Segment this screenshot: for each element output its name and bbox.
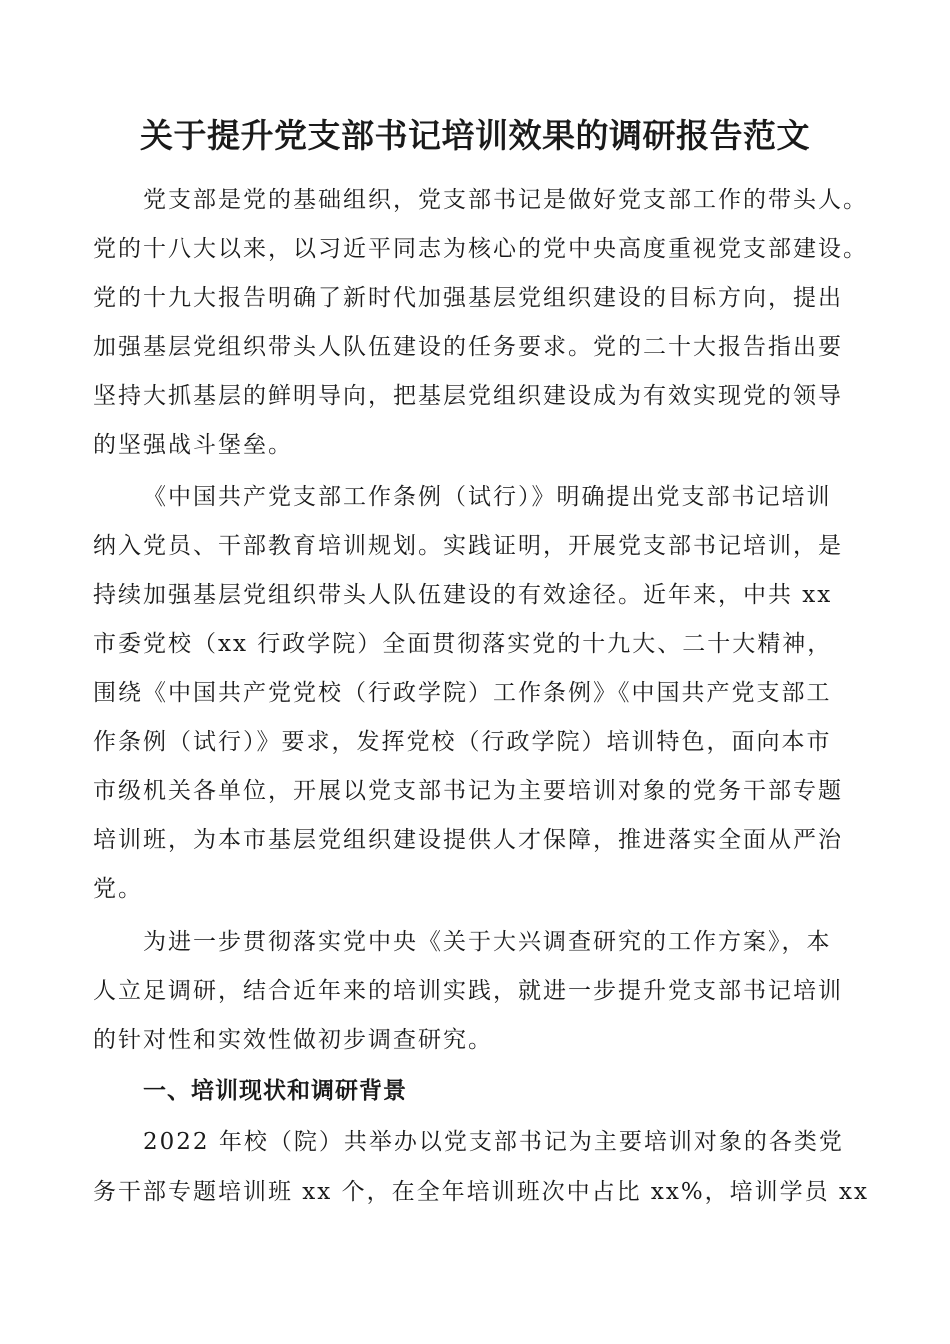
paragraph-1-line-1: 党支部是党的基础组织，党支部书记是做好党支部工作的带头人。 — [143, 187, 868, 213]
document-title: 关于提升党支部书记培训效果的调研报告范文 — [140, 116, 810, 155]
paragraph-3-line-1: 为进一步贯彻落实党中央《关于大兴调查研究的工作方案》，本 — [143, 929, 832, 955]
paragraph-1-line-5: 坚持大抓基层的鲜明导向，把基层党组织建设成为有效实现党的领导 — [93, 383, 843, 409]
paragraph-1-line-6: 的坚强战斗堡垒。 — [93, 432, 293, 458]
paragraph-2-line-2: 纳入党员、干部教育培训规划。实践证明，开展党支部书记培训，是 — [93, 533, 843, 559]
paragraph-2-line-8: 培训班，为本市基层党组织建设提供人才保障，推进落实全面从严治 — [93, 827, 843, 853]
paragraph-1-line-4: 加强基层党组织带头人队伍建设的任务要求。党的二十大报告指出要 — [93, 334, 843, 360]
paragraph-2-line-6: 作条例（试行）》要求，发挥党校（行政学院）培训特色，面向本市 — [93, 729, 832, 755]
paragraph-2-line-1: 《中国共产党支部工作条例（试行）》明确提出党支部书记培训 — [143, 484, 832, 510]
section-1-heading: 一、培训现状和调研背景 — [143, 1078, 407, 1104]
paragraph-3-line-2: 人立足调研，结合近年来的培训实践，就进一步提升党支部书记培训 — [93, 978, 843, 1004]
paragraph-2-line-3: 持续加强基层党组织带头人队伍建设的有效途径。近年来，中共 xx — [93, 582, 833, 608]
paragraph-2-line-7: 市级机关各单位，开展以党支部书记为主要培训对象的党务干部专题 — [93, 778, 843, 804]
paragraph-3-line-3: 的针对性和实效性做初步调查研究。 — [93, 1027, 493, 1053]
paragraph-1-line-3: 党的十九大报告明确了新时代加强基层党组织建设的目标方向，提出 — [93, 285, 843, 311]
paragraph-1-line-2: 党的十八大以来，以习近平同志为核心的党中央高度重视党支部建设。 — [93, 236, 868, 262]
paragraph-2-line-9: 党。 — [93, 876, 143, 902]
paragraph-4-line-1: 2022 年校（院）共举办以党支部书记为主要培训对象的各类党 — [143, 1129, 844, 1155]
paragraph-2-line-5: 围绕《中国共产党党校（行政学院）工作条例》《中国共产党支部工 — [93, 680, 832, 706]
paragraph-4-line-2: 务干部专题培训班 xx 个，在全年培训班次中占比 xx%，培训学员 xx — [93, 1179, 869, 1205]
paragraph-2-line-4: 市委党校（xx 行政学院）全面贯彻落实党的十九大、二十大精神， — [93, 631, 833, 657]
